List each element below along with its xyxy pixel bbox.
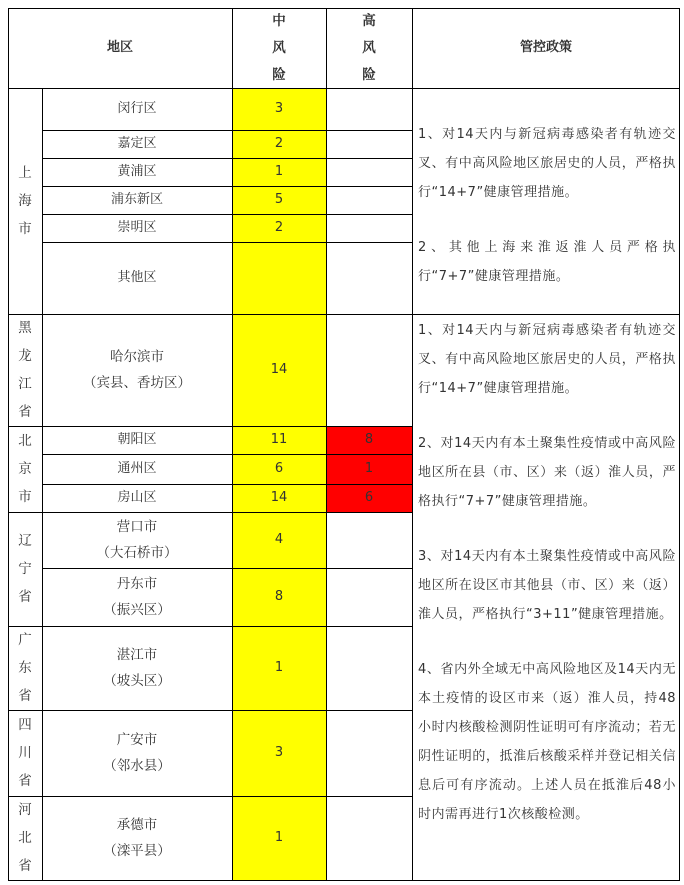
grid-line	[42, 242, 412, 243]
mid-risk-cell: 11	[232, 426, 326, 454]
grid-line	[8, 314, 680, 315]
table-border	[8, 8, 9, 881]
grid-line	[8, 710, 413, 711]
district-cell: 广安市 （邻水县）	[103, 732, 171, 774]
policy-paragraph: 4、省内外全域无中高风险地区及14天内无本土疫情的设区市来（返）淮人员，持48小时内核酸检测阴性证明可有序流动；若无阴性证明的，抵淮后核酸采样并登记相关信息后可有序流动。上述人员在抵淮后48小时内需再进行1次核酸检测。	[418, 662, 676, 822]
province-sichuan: 四 川 省	[18, 717, 32, 789]
district-cell: 承德市 （滦平县）	[103, 817, 171, 859]
mid-risk-cell: 1	[232, 796, 326, 880]
grid-line	[42, 568, 412, 569]
district-cell: 崇明区	[117, 220, 157, 235]
district-cell: 通州区	[117, 461, 157, 476]
mid-risk-cell: 2	[232, 130, 326, 158]
district-cell: 嘉定区	[117, 136, 157, 151]
header-region: 地区	[106, 40, 133, 55]
district-cell: 浦东新区	[110, 192, 163, 207]
mid-risk-cell: 1	[232, 626, 326, 710]
grid-line	[42, 214, 412, 215]
high-risk-cell: 6	[326, 484, 412, 512]
mid-risk-cell: 8	[232, 568, 326, 626]
district-cell: 闵行区	[117, 101, 157, 116]
grid-line	[42, 130, 412, 131]
mid-risk-cell: 3	[232, 710, 326, 796]
province-beijing: 北 京 市	[18, 433, 32, 505]
mid-risk-cell: 6	[232, 454, 326, 484]
province-shanghai: 上 海 市	[18, 165, 32, 237]
policy-others	[418, 316, 676, 829]
mid-risk-cell: 14	[232, 484, 326, 512]
mid-risk-cell: 2	[232, 214, 326, 242]
table-border	[679, 8, 680, 881]
district-cell: 房山区	[117, 490, 157, 505]
province-heilongjiang: 黑 龙 江 省	[18, 320, 32, 420]
high-risk-cell: 8	[326, 426, 412, 454]
grid-line	[8, 88, 680, 89]
district-cell: 其他区	[117, 270, 157, 285]
mid-risk-cell: 14	[232, 314, 326, 426]
high-risk-cell: 1	[326, 454, 412, 484]
grid-line	[42, 158, 412, 159]
grid-line	[232, 8, 233, 880]
policy-paragraph: 2、其他上海来淮返淮人员严格执行“7+7”健康管理措施。	[418, 240, 676, 284]
policy-paragraph: 1、对14天内与新冠病毒感染者有轨迹交叉、有中高风险地区旅居史的人员，严格执行“14+7”健康管理措施。	[418, 127, 676, 200]
mid-risk-cell: 3	[232, 88, 326, 130]
grid-line	[412, 8, 413, 880]
policy-paragraph: 2、对14天内有本土聚集性疫情或中高风险地区所在县（市、区）来（返）淮人员，严格执行“7+7”健康管理措施。	[418, 436, 676, 509]
policy-paragraph: 1、对14天内与新冠病毒感染者有轨迹交叉、有中高风险地区旅居史的人员，严格执行“14+7”健康管理措施。	[418, 323, 676, 396]
district-cell: 营口市 （大石桥市）	[96, 519, 178, 561]
mid-risk-cell: 5	[232, 186, 326, 214]
policy-shanghai	[418, 120, 676, 291]
policy-paragraph: 3、对14天内有本土聚集性疫情或中高风险地区所在设区市其他县（市、区）来（返）淮人员，严格执行“3+11”健康管理措施。	[418, 549, 676, 622]
grid-line	[326, 8, 327, 880]
province-guangdong: 广 东 省	[18, 632, 32, 704]
grid-line	[42, 484, 412, 485]
mid-risk-cell: 4	[232, 512, 326, 568]
grid-line	[8, 626, 413, 627]
header-mid-risk: 中 风 险	[272, 12, 286, 83]
province-hebei: 河 北 省	[18, 802, 32, 874]
table-border	[8, 8, 680, 9]
district-cell: 黄浦区	[117, 164, 157, 179]
mid-risk-cell: 1	[232, 158, 326, 186]
grid-line	[42, 454, 412, 455]
grid-line	[8, 512, 413, 513]
header-policy: 管控政策	[519, 40, 572, 55]
district-cell: 哈尔滨市 （宾县、香坊区）	[83, 349, 191, 391]
grid-line	[8, 796, 413, 797]
grid-line	[8, 426, 413, 427]
province-liaoning: 辽 宁 省	[18, 533, 32, 605]
district-cell: 湛江市 （坡头区）	[103, 647, 171, 689]
grid-line	[42, 186, 412, 187]
header-high-risk: 高 风 险	[362, 12, 376, 83]
district-cell: 丹东市 （振兴区）	[103, 576, 171, 618]
table-border	[8, 880, 680, 881]
mid-risk-cell	[232, 242, 326, 314]
district-cell: 朝阳区	[117, 432, 157, 447]
